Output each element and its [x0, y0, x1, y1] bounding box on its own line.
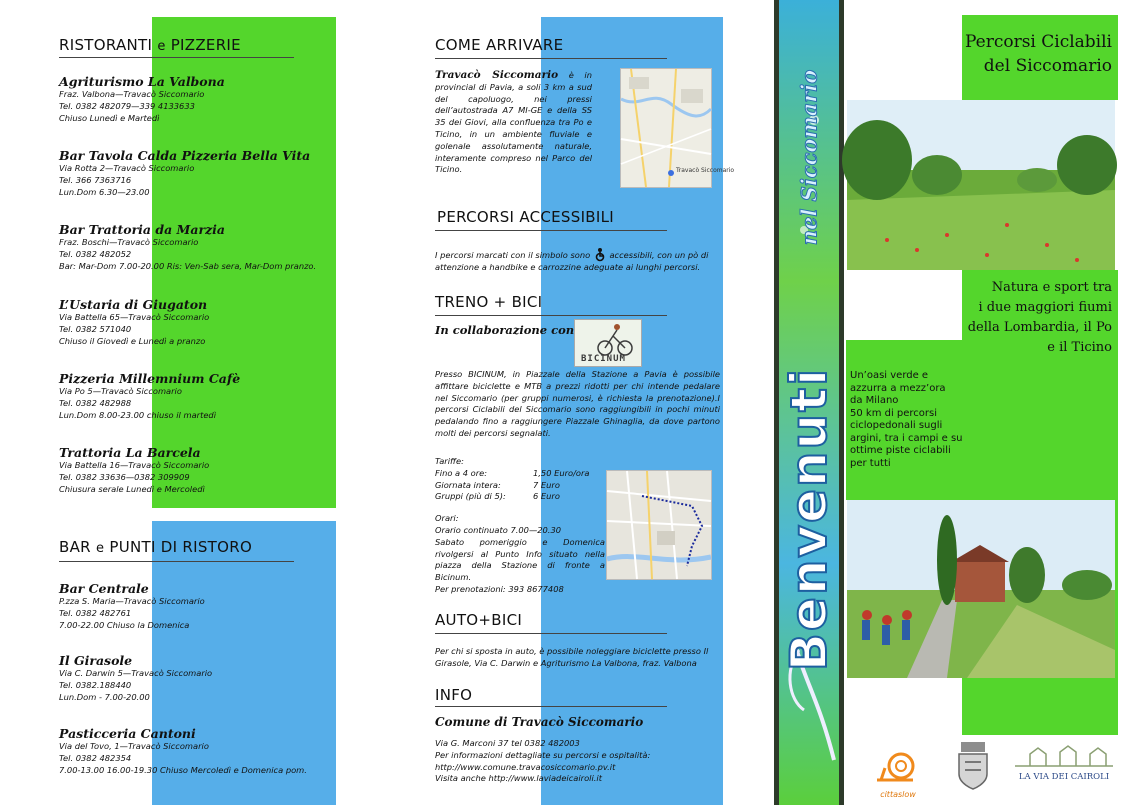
tariff-row — [435, 480, 605, 492]
restaurant-name: Bar Trattoria da Marzia — [59, 222, 226, 237]
list-item — [59, 581, 205, 631]
banner-text-main: Benvenuti — [780, 366, 838, 672]
bar-phone: Tel. 0382 482354 — [59, 752, 132, 763]
desc-line: azzurra a mezz’ora — [850, 382, 946, 394]
tagline-line: Natura e sport tra — [991, 280, 1112, 295]
bicinum-logo[interactable] — [574, 319, 642, 367]
restaurant-phone: Tel. 0382 482052 — [59, 248, 132, 259]
restaurant-address: Via Battella 16—Travacò Siccomario — [59, 460, 210, 470]
list-item — [59, 445, 209, 495]
bar-address: P.zza S. Maria—Travacò Siccomario — [59, 596, 205, 606]
cover-title — [940, 30, 1112, 78]
bar-name: Pasticceria Cantoni — [59, 726, 196, 741]
section-rule — [435, 633, 667, 634]
bar-hours: 7.00-22.00 Chiuso la Domenica — [59, 619, 190, 630]
restaurant-name: Trattoria La Barcela — [59, 445, 201, 460]
restaurant-hours: Bar: Mar-Dom 7.00-20.00 Ris: Ven-Sab sera, Mar-Dom pranzo. — [59, 260, 317, 271]
accessibili-text-start: I percorsi marcati con il simbolo sono — [435, 250, 591, 260]
tagline-line: i due maggiori fiumi — [978, 300, 1112, 315]
info-comune: Comune di Travacò Siccomario — [435, 715, 644, 729]
tariff-value: 6 Euro — [533, 491, 560, 502]
restaurant-name: Bar Tavola Calda Pizzeria Bella Vita — [59, 148, 311, 163]
restaurant-address: Via Battella 65—Travacò Siccomario — [59, 312, 210, 322]
town-name: Travacò Siccomario — [435, 69, 559, 81]
cairoli-label: LA VIA DEI CAIROLI — [1018, 772, 1110, 782]
restaurant-address: Fraz. Boschi—Travacò Siccomario — [59, 237, 199, 247]
weekend-info: Sabato pomeriggio e Domenica rivolgersi al Punto Info situato nella piazza della Stazione di fronte a Bicinum. — [435, 536, 605, 583]
bar-phone: Tel. 0382 482761 — [59, 607, 132, 618]
restaurant-name: Agriturismo La Valbona — [59, 74, 225, 89]
list-item — [59, 297, 209, 347]
section-rule — [435, 315, 667, 316]
section-title-percorsi-accessibili: PERCORSI ACCESSIBILI — [437, 208, 614, 226]
restaurant-hours: Chiuso Lunedì e Martedì — [59, 112, 160, 123]
come-arrivare-text — [435, 70, 592, 176]
map-label: Travacò Siccomario — [676, 167, 735, 174]
wheelchair-icon — [593, 247, 607, 261]
section-title-bar: BAR e PUNTI DI RISTORO — [59, 538, 253, 556]
section-rule — [59, 57, 294, 58]
cover-photo-meadow — [847, 100, 1115, 270]
cover-photo-cyclists — [847, 500, 1115, 678]
info-link-cairoli[interactable]: Visita anche http://www.laviadeicairoli.it — [435, 773, 602, 784]
coat-of-arms-icon — [955, 742, 991, 790]
orari-label: Orari: — [435, 513, 459, 524]
restaurant-phone: Tel. 0382 33636—0382 309909 — [59, 471, 190, 482]
tagline-line: e il Ticino — [1047, 340, 1112, 355]
restaurant-phone: Tel. 0382 571040 — [59, 323, 132, 334]
tariffe-block — [435, 456, 605, 596]
meadow-photo — [847, 100, 1115, 270]
desc-line: per tutti — [850, 457, 891, 469]
desc-line: argini, tra i campi e su — [850, 432, 963, 444]
desc-line: 50 km di percorsi — [850, 407, 938, 419]
accessibili-text-end: accessibili, con un pò di attenzione a handbike e carrozzine adeguate ai lunghi percorsi. — [435, 250, 709, 272]
bar-address: Via del Tovo, 1—Travacò Siccomario — [59, 741, 209, 751]
restaurant-address: Fraz. Valbona—Travacò Siccomario — [59, 89, 205, 99]
tariff-label: Gruppi (più di 5): — [435, 491, 506, 502]
bar-phone: Tel. 0382.188440 — [59, 679, 132, 690]
bar-hours: 7.00-13.00 16.00-19.30 Chiuso Mercoledì e Domenica pom. — [59, 764, 307, 775]
info-address: Via G. Marconi 37 tel 0382 482003 — [435, 738, 580, 748]
section-rule — [435, 706, 667, 707]
section-title-treno: TRENO + BICI — [435, 293, 543, 311]
logo-via-dei-cairoli — [1010, 746, 1118, 786]
bar-hours: Lun.Dom - 7.00-20.00 — [59, 691, 150, 702]
orari-value: Orario continuato 7.00—20.30 — [435, 524, 562, 535]
logo-cittaslow — [873, 746, 923, 799]
section-title-info: INFO — [435, 686, 473, 704]
section-title-come-arrivare: COME ARRIVARE — [435, 36, 564, 54]
come-arrivare-body: è in provincial di Pavia, a soli 3 km a sud del capoluogo, nei pressi dell’autostrada A7 MI-GE e della SS 35 dei Giovi, alla confluenza tra Po e Ticino, in un ambiente fluviale e golenale assolutamente naturale, interamente compreso nel Parco del Ticino. — [435, 70, 592, 175]
prenotazioni: Per prenotazioni: 393 8677408 — [435, 583, 564, 594]
cover-title-line-1: Percorsi Ciclabili — [964, 32, 1112, 52]
tariff-label: Giornata intera: — [435, 479, 501, 490]
list-item — [59, 726, 307, 776]
restaurant-phone: Tel. 366 7363716 — [59, 174, 132, 185]
info-note: Per informazioni dettagliate su percorsi e ospitalità: — [435, 749, 651, 760]
restaurant-address: Via Rotta 2—Travacò Siccomario — [59, 163, 195, 173]
restaurant-hours: Chiuso il Giovedì e Lunedì a pranzo — [59, 335, 206, 346]
tariffe-label: Tariffe: — [435, 456, 464, 466]
cover-tagline — [962, 278, 1112, 358]
percorsi-accessibili-text — [435, 247, 720, 274]
bar-name: Il Girasole — [59, 653, 133, 668]
section-title-auto: AUTO+BICI — [435, 611, 523, 629]
cittaslow-label: cittaslow — [880, 790, 916, 799]
tariff-value: 7 Euro — [533, 479, 560, 490]
list-item — [59, 222, 316, 272]
tariff-row — [435, 491, 605, 503]
bar-address: Via C. Darwin 5—Travacò Siccomario — [59, 668, 213, 678]
tariff-label: Fino a 4 ore: — [435, 467, 488, 478]
section-rule — [59, 561, 294, 562]
list-item — [59, 371, 240, 421]
restaurant-name: L’Ustaria di Giugaton — [59, 297, 208, 312]
desc-line: ottime piste ciclabili — [850, 445, 951, 456]
welcome-banner — [774, 0, 844, 805]
desc-line: ciclopedonali sugli — [850, 420, 943, 431]
cover-title-line-2: del Siccomario — [983, 56, 1112, 76]
restaurant-hours: Lun.Dom 8.00-23.00 chiuso il martedì — [59, 409, 216, 420]
cairoli-icon — [1010, 746, 1118, 768]
treno-text: Presso BICINUM, in Piazzale della Stazione a Pavia è possibile affittare biciclette e MTB a prezzi ridotti per chi intende pedalare nel Siccomario (per gruppi numerosi, è richiesta la prenotazione).I percorsi Ciclabili del Siccomario sono raggiungibili in pochi minuti pedalando fino a raggiungere Piazzale Ghinaglia, da dove partono molti dei percorsi segnalati. — [435, 369, 720, 438]
bicinum-logo-text: BICINUM — [581, 354, 626, 364]
cyclists-photo — [847, 500, 1115, 678]
restaurant-name: Pizzeria Millemnium Cafè — [59, 371, 241, 386]
restaurant-hours: Lun.Dom 6.30—23.00 — [59, 186, 150, 197]
restaurant-address: Via Po 5—Travacò Siccomario — [59, 386, 182, 396]
location-map[interactable] — [620, 68, 735, 188]
section-title-ristoranti: RISTORANTI e PIZZERIE — [59, 36, 241, 54]
station-map-drawing — [607, 471, 711, 579]
restaurant-phone: Tel. 0382 482079—339 4133633 — [59, 100, 195, 111]
station-map[interactable] — [606, 470, 712, 580]
desc-line: da Milano — [850, 395, 899, 406]
restaurant-phone: Tel. 0382 482988 — [59, 397, 132, 408]
restaurant-hours: Chiusura serale Lunedì e Mercoledì — [59, 483, 205, 494]
tariff-row — [435, 468, 605, 480]
section-rule — [435, 58, 667, 59]
info-lines — [435, 738, 650, 785]
snail-icon — [873, 746, 923, 786]
desc-line: Un’oasi verde e — [850, 370, 929, 381]
collab-label: In collaborazione con — [435, 323, 575, 337]
info-link-comune[interactable]: http://www.comune.travacosiccomario.pv.it — [435, 761, 616, 772]
auto-text: Per chi si sposta in auto, è possibile noleggiare biciclette presso Il Girasole, Via C. Darwin e Agriturismo La Valbona, fraz. Valbona — [435, 646, 709, 668]
tagline-line: della Lombardia, il Po — [967, 320, 1112, 335]
section-rule — [435, 230, 667, 231]
list-item — [59, 653, 212, 703]
list-item — [59, 74, 225, 124]
tariff-value: 1,50 Euro/ora — [533, 467, 590, 478]
banner-text-sub: nel Siccomario — [796, 69, 822, 246]
list-item — [59, 148, 310, 198]
cover-description — [850, 370, 965, 470]
bar-name: Bar Centrale — [59, 581, 149, 596]
